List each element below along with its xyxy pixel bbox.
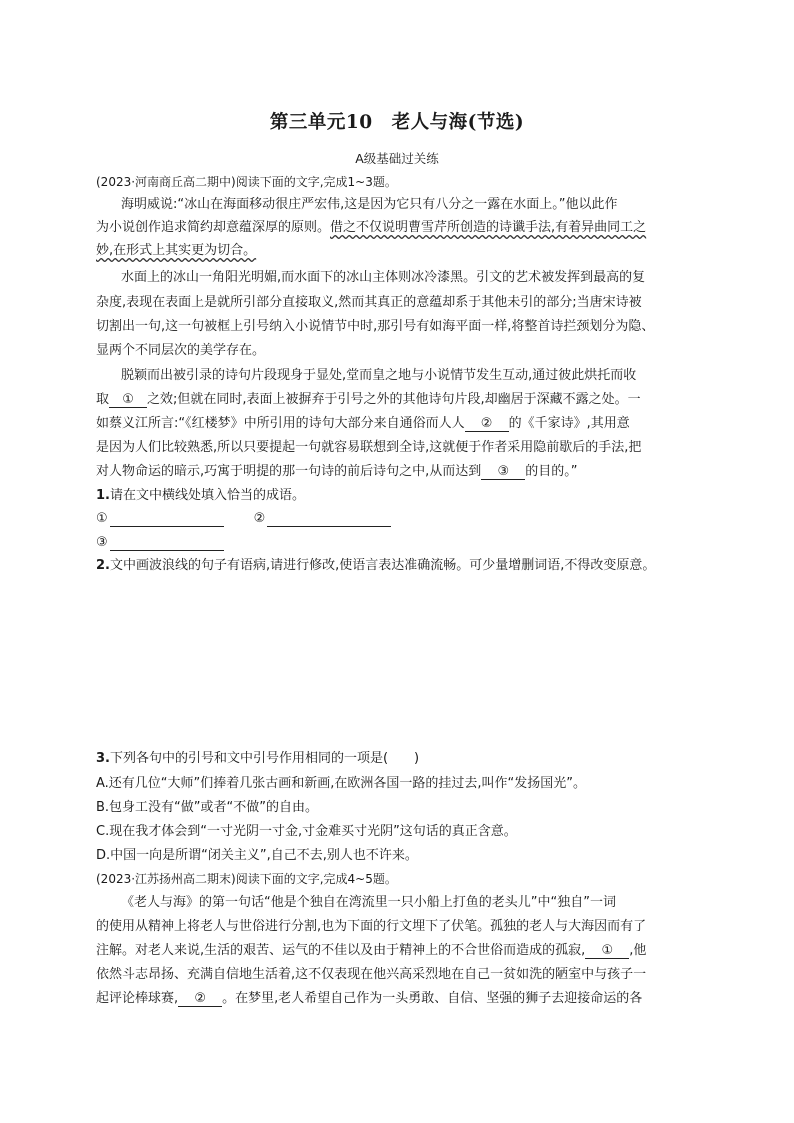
passage1-p1-line1: 海明威说:“冰山在海面移动很庄严宏伟,这是因为它只有八分之一露在水面上。”他以此作	[121, 197, 618, 212]
question-3	[96, 750, 716, 767]
question-number: 3.	[96, 751, 110, 766]
blank-1: ①	[585, 944, 629, 959]
text-run: 对人物命运的暗示,巧寓于明提的那一句诗的前后诗句之中,从而达到	[96, 464, 482, 479]
question-number: 1.	[96, 488, 110, 503]
answer-line-2[interactable]	[267, 512, 391, 527]
text-run: 之效;但就在同时,表面上被摒弃于引号之外的其他诗句片段,却幽居于深藏不露之处。一	[147, 392, 641, 407]
passage1-p3-line1: 脱颖而出被引录的诗句片段现身于显处,堂而皇之地与小说情节发生互动,通过彼此烘托而收	[121, 368, 637, 383]
question-1	[96, 487, 716, 504]
blank-2: ②	[178, 992, 222, 1007]
answer-marker-3: ③	[96, 535, 108, 550]
passage1-p2-line1: 水面上的冰山一角阳光明媚,而水面下的冰山主体则冰冷漆黑。引文的艺术被发挥到最高的复	[121, 270, 646, 285]
passage1-source: (2023·河南商丘高二期中)阅读下面的文字,完成1~3题。	[96, 175, 397, 189]
text-run: 的目的。”	[525, 464, 578, 479]
passage1-p1-line2	[96, 219, 716, 236]
question-2	[96, 557, 716, 574]
answer-line-1[interactable]	[110, 512, 224, 527]
text-run: 的《千家诗》,其用意	[508, 416, 630, 431]
passage2-line4: 依然斗志昂扬、充满自信地生活着,这不仅表现在他兴高采烈地在自己一贫如洗的陋室中与孩子一	[96, 967, 647, 982]
question-number: 2.	[96, 558, 110, 573]
passage1-p2-line4: 显两个不同层次的美学存在。	[96, 343, 266, 358]
blank-2: ②	[465, 417, 509, 432]
wavy-underlined-sentence-end: 妙,在形式上其实更为切合。	[96, 243, 257, 258]
question-text: 下列各句中的引号和文中引号作用相同的一项是( )	[109, 751, 420, 766]
passage1-p3-line5	[96, 463, 716, 480]
text-run: 注解。对老人来说,生活的艰苦、运气的不佳以及由于精神上的不合世俗而造成的孤寂,	[96, 943, 586, 958]
answer-marker-1: ①	[96, 511, 108, 526]
text-run: ,他	[629, 943, 647, 958]
passage2-line2: 的使用从精神上将老人与世俗进行分割,也为下面的行文埋下了伏笔。孤独的老人与大海因而有了	[96, 919, 647, 934]
text-run: 取	[96, 392, 110, 407]
level-heading: A级基础过关练	[355, 151, 439, 166]
text-run: 如蔡义江所言:“《红楼梦》中所引用的诗句大部分来自通俗而人人	[96, 416, 465, 431]
blank-1: ①	[109, 393, 147, 408]
passage1-p3-line2	[96, 391, 716, 408]
lesson-title: 第三单元10 老人与海(节选)	[269, 112, 525, 133]
text-run: 。在梦里,老人希望自己作为一头勇敢、自信、坚强的狮子去迎接命运的各	[222, 991, 643, 1006]
passage1-p1-line3	[96, 242, 716, 259]
answer-line-3[interactable]	[110, 536, 224, 551]
text-run: 为小说创作追求简约却意蕴深厚的原则。	[96, 220, 331, 235]
passage1-p3-line3	[96, 415, 716, 432]
passage2-line1: 《老人与海》的第一句话“他是个独自在湾流里一只小船上打鱼的老头儿”中“独自”一词	[121, 895, 616, 910]
question-text: 请在文中横线处填入恰当的成语。	[109, 488, 305, 503]
question-text: 文中画波浪线的句子有语病,请进行修改,使语言表达准确流畅。可少量增删词语,不得改变原意。	[109, 558, 656, 573]
wavy-underlined-sentence: 借之不仅说明曹雪芹所创造的诗谶手法,有着异曲同工之	[330, 220, 647, 235]
answer-row-1	[96, 510, 716, 527]
option-d: D.中国一向是所谓“闭关主义”,自己不去,别人也不许来。	[96, 848, 418, 863]
passage2-line3	[96, 942, 716, 959]
answer-marker-2: ②	[253, 511, 266, 526]
text-run: 起评论棒球赛,	[96, 991, 179, 1006]
passage1-p3-line4: 是因为人们比较熟悉,所以只要提起一句就容易联想到全诗,这就便于作者采用隐前歇后的手法,把	[96, 440, 642, 455]
passage1-p2-line3: 切割出一句,这一句被框上引号纳入小说情节中时,那引号有如海平面一样,将整首诗拦颈划分为隐、	[96, 319, 655, 334]
passage2-line5	[96, 990, 716, 1007]
option-a: A.还有几位“大师”们捧着几张古画和新画,在欧洲各国一路的挂过去,叫作“发扬国光”。	[96, 776, 587, 791]
option-c: C.现在我才体会到“一寸光阴一寸金,寸金难买寸光阴”这句话的真正含意。	[96, 824, 517, 839]
answer-row-2	[96, 534, 716, 551]
passage2-source: (2023·江苏扬州高二期末)阅读下面的文字,完成4~5题。	[96, 872, 397, 886]
option-b: B.包身工没有“做”或者“不做”的自由。	[96, 800, 318, 815]
passage1-p2-line2: 杂度,表现在表面上是就所引部分直接取义,然而其真正的意蕴却系于其他未引的部分;当唐宋诗被	[96, 295, 642, 310]
blank-3: ③	[481, 465, 525, 480]
